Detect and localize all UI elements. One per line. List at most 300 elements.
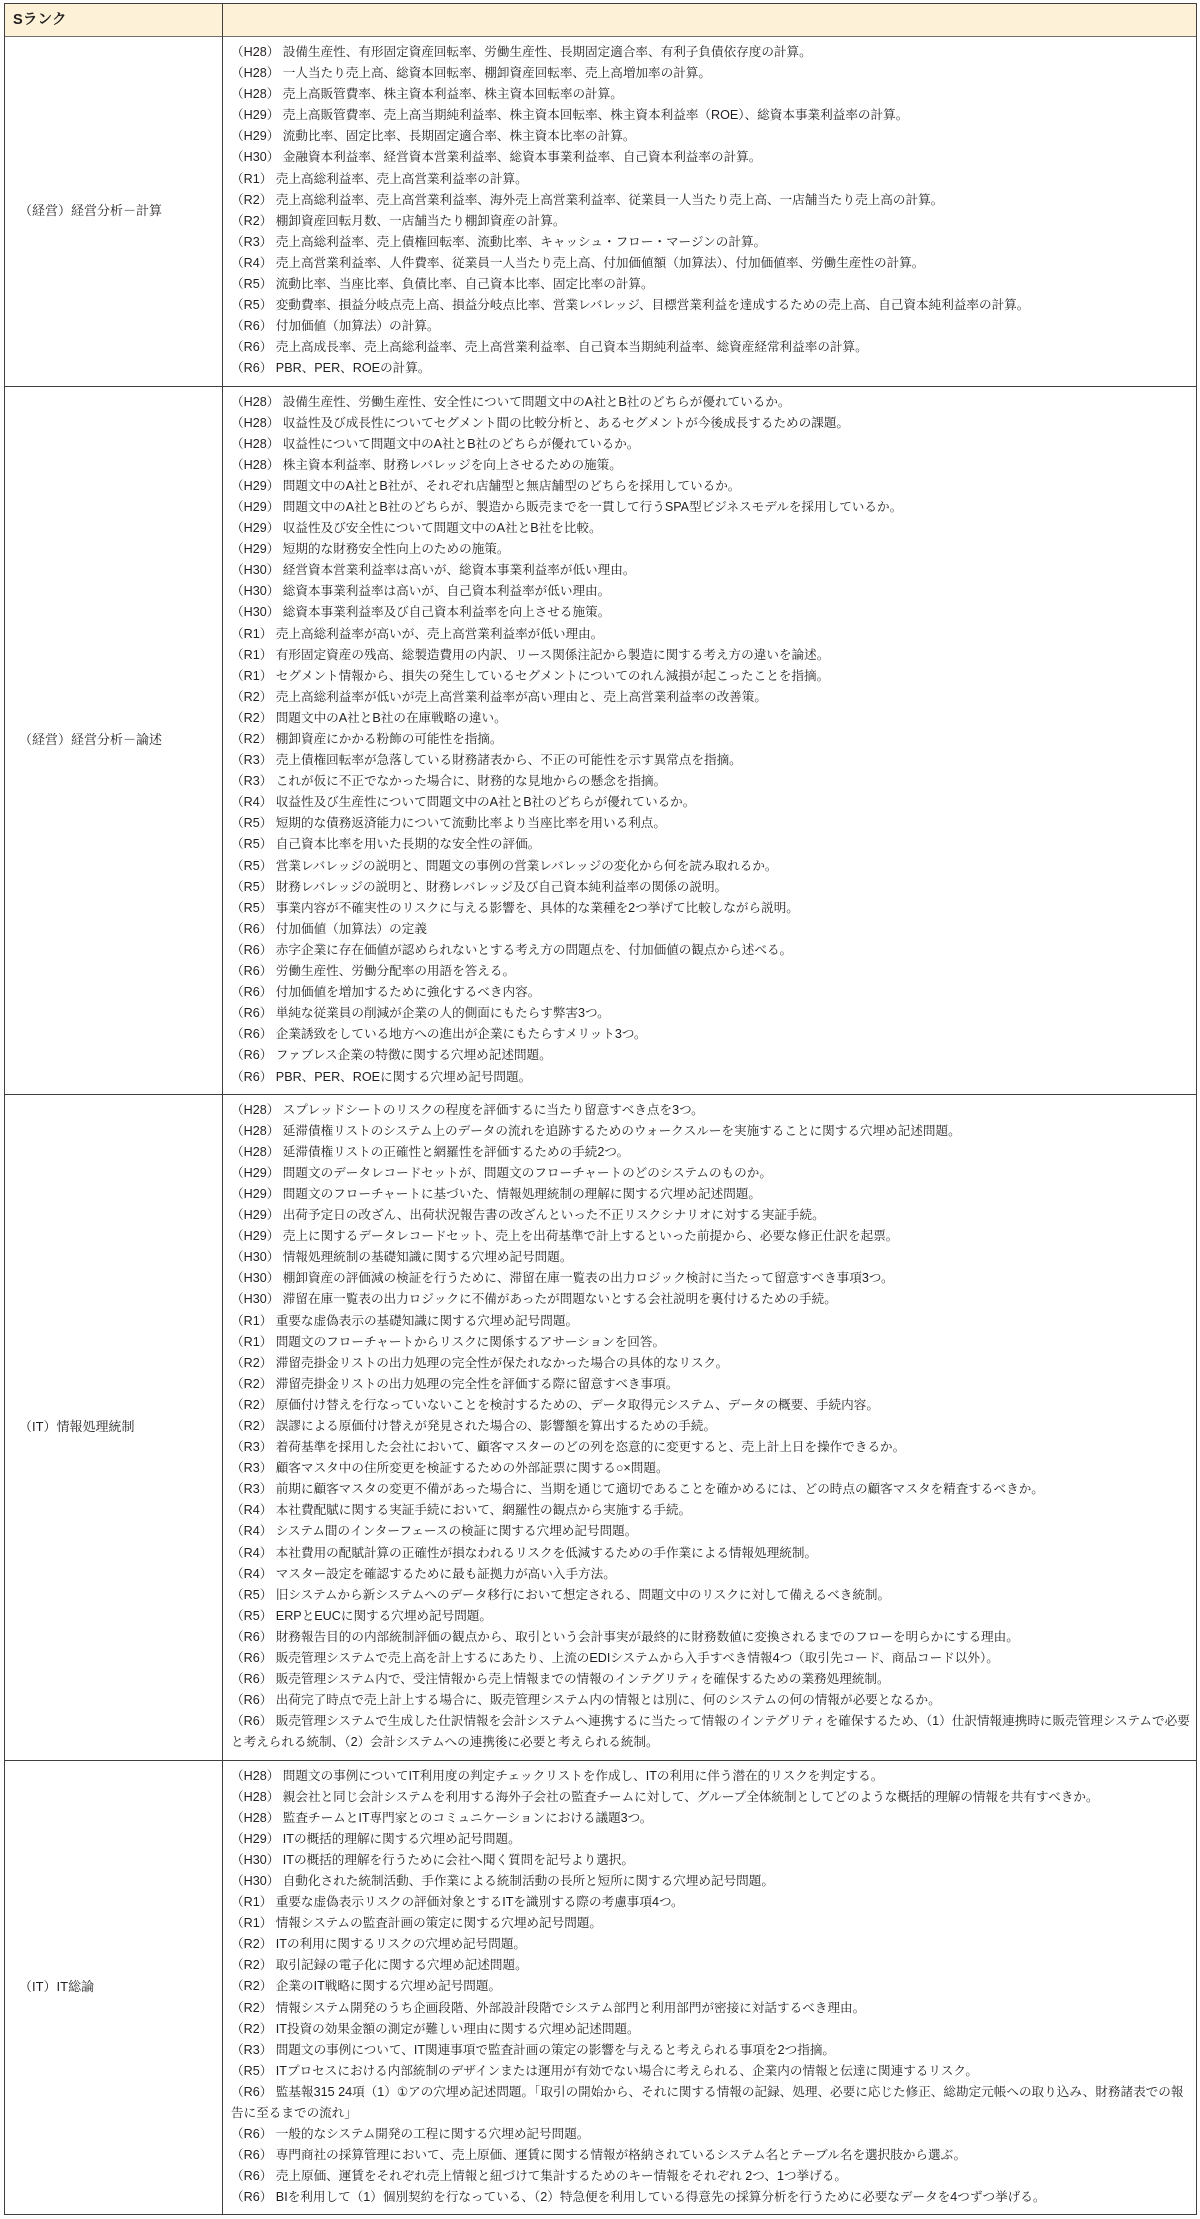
topic-text: 有形固定資産の残高、総製造費用の内訳、リース関係注記から製造に関する考え方の違いを論述。 bbox=[275, 647, 830, 662]
topic-item bbox=[231, 729, 1190, 750]
topic-text: 着荷基準を採用した会社において、顧客マスターのどの列を恣意的に変更すると、売上計上日を操作できるか。 bbox=[275, 1440, 906, 1455]
topic-year: （H29） bbox=[231, 542, 280, 557]
topic-year: （H30） bbox=[231, 1873, 280, 1888]
topic-text: 営業レバレッジの説明と、問題文の事例の営業レバレッジの変化から何を読み取れるか。 bbox=[275, 858, 778, 873]
rank-title-cell bbox=[5, 4, 223, 37]
topic-item bbox=[231, 358, 1190, 379]
topic-item bbox=[231, 1669, 1190, 1690]
topic-text: 収益性及び生産性について問題文中のA社とB社のどちらが優れているか。 bbox=[275, 795, 696, 810]
topic-item bbox=[231, 316, 1190, 337]
topic-text: 問題文のデータレコードセットが、問題文のフローチャートのどのシステムのものか。 bbox=[282, 1165, 772, 1180]
topic-year: （R6） bbox=[231, 361, 273, 376]
topic-text: 設備生産性、有形固定資産回転率、労働生産性、長期固定適合率、有利子負債依存度の計算。 bbox=[282, 45, 812, 59]
topic-text: ファブレス企業の特徴に関する穴埋め記述問題。 bbox=[275, 1048, 552, 1063]
topic-text: 情報システムの監査計画の策定に関する穴埋め記号問題。 bbox=[275, 1916, 602, 1931]
topic-item bbox=[231, 434, 1190, 455]
topic-year: （R4） bbox=[231, 1566, 273, 1581]
topic-item bbox=[231, 813, 1190, 834]
topic-year: （R3） bbox=[231, 1440, 273, 1455]
topic-item bbox=[231, 1353, 1190, 1374]
topic-text: 監査チームとIT専門家とのコミュニケーションにおける議題3つ。 bbox=[282, 1810, 653, 1825]
topic-item bbox=[231, 1564, 1190, 1585]
topic-item bbox=[231, 1247, 1190, 1268]
topic-year: （R1） bbox=[231, 171, 273, 186]
topic-text: 取引記録の電子化に関する穴埋め記述問題。 bbox=[275, 1958, 528, 1973]
topic-item bbox=[231, 1998, 1190, 2019]
topic-item bbox=[231, 1100, 1190, 1121]
topic-text: セグメント情報から、損失の発生しているセグメントについてのれん減損が起こったことを指摘。 bbox=[275, 668, 830, 683]
topic-text: スプレッドシートのリスクの程度を評価するに当たり留意すべき点を3つ。 bbox=[282, 1102, 704, 1117]
topic-year: （R3） bbox=[231, 1461, 273, 1476]
topic-list bbox=[231, 1100, 1190, 1754]
topic-year: （R1） bbox=[231, 1334, 273, 1349]
topic-item bbox=[231, 42, 1190, 63]
topic-year: （H28） bbox=[231, 1768, 280, 1783]
topic-year: （R6） bbox=[231, 2190, 273, 2205]
topic-item bbox=[231, 497, 1190, 518]
topic-year: （R2） bbox=[231, 1979, 273, 1994]
section-row bbox=[5, 1094, 1197, 1760]
section-label: （IT）情報処理統制 bbox=[19, 1418, 135, 1434]
topic-year: （R2） bbox=[231, 1958, 273, 1973]
section-label: （経営）経営分析－計算 bbox=[19, 202, 163, 218]
topic-year: （R4） bbox=[231, 1524, 273, 1539]
topic-year: （R2） bbox=[231, 1419, 273, 1433]
topic-item bbox=[231, 1521, 1190, 1542]
topic-year: （R6） bbox=[231, 1672, 273, 1687]
topic-text: 変動費率、損益分岐点売上高、損益分岐点比率、営業レバレッジ、目標営業利益を達成するための売上高、自己資本純利益率の計算。 bbox=[275, 298, 1030, 313]
topic-year: （H29） bbox=[231, 1208, 280, 1223]
topic-text: 売上高総利益率、売上高営業利益率、海外売上高営業利益率、従業員一人当たり売上高、一店舗当たり売上高の計算。 bbox=[275, 192, 944, 207]
section-label: （IT）IT総論 bbox=[19, 1979, 95, 1995]
topic-year: （H29） bbox=[231, 129, 280, 144]
topic-year: （H30） bbox=[231, 1271, 280, 1286]
topic-item bbox=[231, 1121, 1190, 1142]
topic-year: （R5） bbox=[231, 816, 273, 831]
topic-year: （R2） bbox=[231, 192, 273, 207]
topic-year: （R4） bbox=[231, 255, 273, 270]
topic-year: （R6） bbox=[231, 2169, 273, 2184]
topic-text: 誤謬による原価付け替えが発見された場合の、影響額を算出するための手続。 bbox=[275, 1419, 717, 1433]
topic-year: （R6） bbox=[231, 1006, 273, 1021]
topic-year: （R6） bbox=[231, 1651, 273, 1666]
topic-item bbox=[231, 84, 1190, 105]
topic-year: （R2） bbox=[231, 1937, 273, 1952]
topic-item bbox=[231, 169, 1190, 190]
topic-item bbox=[231, 1787, 1190, 1808]
topic-item bbox=[231, 1892, 1190, 1913]
topic-text: 顧客マスタ中の住所変更を検証するための外部証票に関する○×問題。 bbox=[275, 1461, 669, 1476]
topic-year: （R6） bbox=[231, 2148, 273, 2163]
topic-text: 流動比率、固定比率、長期固定適合率、株主資本比率の計算。 bbox=[282, 129, 636, 144]
topic-year: （H30） bbox=[231, 563, 280, 578]
topic-item bbox=[231, 539, 1190, 560]
section-items-cell bbox=[223, 37, 1197, 387]
topic-text: 付加価値（加算法）の定義 bbox=[275, 921, 427, 936]
topic-year: （H29） bbox=[231, 1229, 280, 1244]
topic-year: （H28） bbox=[231, 394, 280, 409]
topic-text: 売上高販管費率、売上高当期純利益率、株主資本回転率、株主資本利益率（ROE）、総資本事業利益率の計算。 bbox=[282, 108, 909, 123]
topic-item bbox=[231, 1311, 1190, 1332]
topic-year: （R5） bbox=[231, 1587, 273, 1602]
topic-text: 本社費用の配賦計算の正確性が損なわれるリスクを低減するための手作業による情報処理統制。 bbox=[275, 1545, 818, 1560]
topic-list bbox=[231, 1766, 1190, 2209]
topic-year: （R5） bbox=[231, 879, 273, 894]
topic-year: （R6） bbox=[231, 1027, 273, 1042]
topic-year: （R4） bbox=[231, 1503, 273, 1518]
topic-item bbox=[231, 1606, 1190, 1627]
topic-item bbox=[231, 1479, 1190, 1500]
topic-text: 事業内容が不確実性のリスクに与える影響を、具体的な業種を2つ挙げて比較しながら説明。 bbox=[275, 900, 799, 915]
topic-year: （R6） bbox=[231, 1048, 273, 1063]
topic-year: （H30） bbox=[231, 150, 280, 165]
table-body bbox=[5, 4, 1197, 2215]
topic-text: 滞留売掛金リストの出力処理の完全性が保たれなかった場合の具体的なリスク。 bbox=[275, 1355, 729, 1370]
section-label-cell bbox=[5, 386, 223, 1094]
topic-year: （R2） bbox=[231, 732, 273, 746]
topic-text: 滞留在庫一覧表の出力ロジックに不備があったが問題ないとする会社説明を裏付けるための手続。 bbox=[282, 1292, 837, 1307]
topic-text: 短期的な債務返済能力について流動比率より当座比率を用いる利点。 bbox=[275, 816, 666, 831]
topic-text: 一般的なシステム開発の工程に関する穴埋め記号問題。 bbox=[275, 2127, 590, 2142]
topic-item bbox=[231, 274, 1190, 295]
topic-item bbox=[231, 792, 1190, 813]
topic-text: 売上高販管費率、株主資本利益率、株主資本回転率の計算。 bbox=[282, 87, 623, 102]
topic-text: 棚卸資産回転月数、一店舗当たり棚卸資産の計算。 bbox=[275, 213, 566, 228]
topic-text: 親会社と同じ会計システムを利用する海外子会社の監査チームに対して、グループ全体統制としてどのような概括的理解の情報を共有すべきか。 bbox=[282, 1789, 1099, 1804]
topic-item bbox=[231, 982, 1190, 1003]
topic-year: （H29） bbox=[231, 1831, 280, 1846]
topic-year: （R3） bbox=[231, 1482, 273, 1497]
topic-year: （H28） bbox=[231, 457, 280, 472]
topic-year: （H28） bbox=[231, 1144, 280, 1159]
topic-text: 本社費配賦に関する実証手続において、網羅性の観点から実施する手続。 bbox=[275, 1503, 692, 1518]
topic-text: 設備生産性、労働生産性、安全性について問題文中のA社とB社のどちらが優れているか。 bbox=[282, 394, 791, 409]
topic-year: （H29） bbox=[231, 499, 280, 514]
topic-year: （H28） bbox=[231, 436, 280, 451]
topic-item bbox=[231, 1808, 1190, 1829]
topic-text: 情報処理統制の基礎知識に関する穴埋め記号問題。 bbox=[282, 1250, 573, 1265]
topic-item bbox=[231, 2145, 1190, 2166]
topic-text: 販売管理システムで生成した仕訳情報を会計システムへ連携するに当たって情報のインテグリティを確保するため、（1）仕訳情報連携時に販売管理システムで必要と考えられる統制、（2）会計システムへの連携後に必要と考えられる統制。 bbox=[231, 1714, 1190, 1750]
topic-item bbox=[231, 413, 1190, 434]
topic-text: 棚卸資産にかかる粉飾の可能性を指摘。 bbox=[275, 732, 503, 746]
topic-text: 問題文のフローチャートに基づいた、情報処理統制の理解に関する穴埋め記述問題。 bbox=[282, 1186, 761, 1201]
topic-text: 付加価値を増加するために強化するべき内容。 bbox=[275, 985, 541, 1000]
topic-year: （H29） bbox=[231, 478, 280, 493]
topic-year: （R4） bbox=[231, 795, 273, 810]
exam-topic-table bbox=[4, 3, 1197, 2215]
topic-year: （R6） bbox=[231, 1693, 273, 1708]
topic-year: （R6） bbox=[231, 985, 273, 1000]
topic-item bbox=[231, 856, 1190, 877]
topic-item bbox=[231, 1268, 1190, 1289]
topic-text: 売上高総利益率が高いが、売上高営業利益率が低い理由。 bbox=[275, 626, 604, 641]
topic-year: （R2） bbox=[231, 710, 273, 725]
topic-year: （H28） bbox=[231, 66, 280, 81]
topic-year: （R5） bbox=[231, 837, 273, 852]
topic-text: システム間のインターフェースの検証に関する穴埋め記号問題。 bbox=[275, 1524, 638, 1539]
topic-year: （R1） bbox=[231, 647, 273, 662]
topic-item bbox=[231, 898, 1190, 919]
section-label: （経営）経営分析－論述 bbox=[19, 731, 163, 747]
topic-text: 収益性及び安全性について問題文中のA社とB社を比較。 bbox=[282, 521, 602, 536]
topic-year: （R2） bbox=[231, 213, 273, 228]
topic-item bbox=[231, 1458, 1190, 1479]
topic-year: （R3） bbox=[231, 2042, 273, 2057]
topic-text: 売上高総利益率、売上債権回転率、流動比率、キャッシュ・フロー・マージンの計算。 bbox=[275, 234, 767, 249]
topic-text: 売上高成長率、売上高総利益率、売上高営業利益率、自己資本当期純利益率、総資産経常利益率の計算。 bbox=[275, 340, 868, 355]
topic-year: （H30） bbox=[231, 584, 280, 599]
topic-text: 自己資本比率を用いた長期的な安全性の評価。 bbox=[275, 837, 541, 852]
topic-item bbox=[231, 1829, 1190, 1850]
section-items-cell bbox=[223, 386, 1197, 1094]
topic-year: （H28） bbox=[231, 1810, 280, 1825]
topic-year: （R3） bbox=[231, 753, 273, 768]
topic-item bbox=[231, 1913, 1190, 1934]
topic-year: （R6） bbox=[231, 921, 273, 936]
topic-text: 販売管理システムで売上高を計上するにあたり、上流のEDIシステムから入手すべき情報4つ（取引先コード、商品コード以外）。 bbox=[275, 1651, 999, 1666]
topic-text: 企業誘致をしている地方への進出が企業にもたらすメリット3つ。 bbox=[275, 1027, 647, 1042]
topic-text: これが仮に不正でなかった場合に、財務的な見地からの懸念を指摘。 bbox=[275, 774, 667, 789]
topic-item bbox=[231, 392, 1190, 413]
topic-item bbox=[231, 1648, 1190, 1669]
topic-item bbox=[231, 2040, 1190, 2061]
topic-year: （H30） bbox=[231, 1250, 280, 1265]
topic-text: 滞留売掛金リストの出力処理の完全性を評価する際に留意すべき事項。 bbox=[275, 1376, 679, 1391]
topic-text: 延滞債権リストのシステム上のデータの流れを追跡するためのウォークスルーを実施することに関する穴埋め記述問題。 bbox=[282, 1123, 961, 1138]
section-row bbox=[5, 37, 1197, 387]
topic-item bbox=[231, 1850, 1190, 1871]
topic-item bbox=[231, 750, 1190, 771]
topic-year: （R6） bbox=[231, 340, 273, 355]
topic-text: 問題文のフローチャートからリスクに関係するアサーションを回答。 bbox=[275, 1334, 666, 1349]
topic-text: 労働生産性、労働分配率の用語を答える。 bbox=[275, 964, 516, 979]
section-row bbox=[5, 386, 1197, 1094]
topic-list bbox=[231, 42, 1190, 380]
topic-year: （H29） bbox=[231, 521, 280, 536]
topic-year: （H29） bbox=[231, 108, 280, 123]
section-items-cell bbox=[223, 1760, 1197, 2215]
topic-item bbox=[231, 1024, 1190, 1045]
topic-year: （R6） bbox=[231, 1714, 273, 1729]
topic-text: 重要な虚偽表示リスクの評価対象とするITを識別する際の考慮事項4つ。 bbox=[275, 1895, 684, 1910]
section-label-cell bbox=[5, 1094, 223, 1760]
topic-year: （H28） bbox=[231, 87, 280, 102]
topic-item bbox=[231, 961, 1190, 982]
topic-text: 重要な虚偽表示の基礎知識に関する穴埋め記号問題。 bbox=[275, 1313, 579, 1328]
rank-blank-cell bbox=[223, 4, 1197, 37]
topic-text: 流動比率、当座比率、負債比率、自己資本比率、固定比率の計算。 bbox=[275, 277, 654, 292]
topic-item bbox=[231, 1711, 1190, 1753]
topic-item bbox=[231, 1627, 1190, 1648]
topic-text: 情報システム開発のうち企画段階、外部設計段階でシステム部門と利用部門が密接に対話するべき理由。 bbox=[275, 2000, 866, 2015]
topic-year: （R5） bbox=[231, 858, 273, 873]
topic-year: （R3） bbox=[231, 774, 273, 789]
topic-year: （R2） bbox=[231, 1355, 273, 1370]
topic-item bbox=[231, 624, 1190, 645]
topic-text: 問題文中のA社とB社の在庫戦略の違い。 bbox=[275, 710, 507, 725]
topic-year: （R1） bbox=[231, 668, 273, 683]
topic-text: 棚卸資産の評価減の検証を行うために、滞留在庫一覧表の出力ロジック検討に当たって留意すべき事項3つ。 bbox=[282, 1271, 894, 1286]
topic-year: （R2） bbox=[231, 1397, 273, 1412]
topic-year: （H30） bbox=[231, 605, 280, 620]
topic-item bbox=[231, 1332, 1190, 1353]
topic-item bbox=[231, 1955, 1190, 1976]
topic-year: （R5） bbox=[231, 2063, 273, 2078]
topic-item bbox=[231, 666, 1190, 687]
topic-text: 旧システムから新システムへのデータ移行において想定される、問題文中のリスクに対して備えるべき統制。 bbox=[275, 1587, 891, 1602]
topic-year: （H28） bbox=[231, 415, 280, 430]
topic-text: ERPとEUCに関する穴埋め記号問題。 bbox=[275, 1608, 492, 1623]
topic-year: （R6） bbox=[231, 2127, 273, 2142]
topic-text: ITプロセスにおける内部統制のデザインまたは運用が有効でない場合に考えられる、企業内の情報と伝達に関連するリスク。 bbox=[275, 2063, 979, 2078]
topic-text: 問題文中のA社とB社のどちらが、製造から販売までを一貫して行うSPA型ビジネスモデルを採用しているか。 bbox=[282, 499, 903, 514]
topic-text: 問題文の事例についてIT利用度の判定チェックリストを作成し、ITの利用に伴う潜在的リスクを判定する。 bbox=[282, 1768, 884, 1783]
topic-text: 財務報告目的の内部統制評価の観点から、取引という会計事実が最終的に財務数値に変換されるまでのフローを明らかにする理由。 bbox=[275, 1629, 1019, 1644]
topic-text: マスター設定を確認するために最も証拠力が高い入手方法。 bbox=[275, 1566, 616, 1581]
topic-text: 延滞債権リストの正確性と網羅性を評価するための手続2つ。 bbox=[282, 1144, 630, 1159]
topic-year: （R6） bbox=[231, 942, 273, 957]
topic-year: （R5） bbox=[231, 1608, 273, 1623]
topic-item bbox=[231, 1871, 1190, 1892]
topic-text: 前期に顧客マスタの変更不備があった場合に、当期を通じて適切であることを確かめるには、どの時点の顧客マスタを精査するべきか。 bbox=[275, 1482, 1044, 1497]
topic-year: （H28） bbox=[231, 1102, 280, 1117]
topic-item bbox=[231, 2166, 1190, 2187]
section-label-cell bbox=[5, 37, 223, 387]
topic-year: （R5） bbox=[231, 900, 273, 915]
topic-text: ITの利用に関するリスクの穴埋め記号問題。 bbox=[275, 1937, 527, 1952]
topic-item bbox=[231, 337, 1190, 358]
topic-year: （R2） bbox=[231, 1376, 273, 1391]
topic-item bbox=[231, 645, 1190, 666]
topic-item bbox=[231, 602, 1190, 623]
topic-item bbox=[231, 2082, 1190, 2124]
topic-year: （R6） bbox=[231, 1069, 273, 1084]
topic-item bbox=[231, 771, 1190, 792]
topic-text: IT投資の効果金額の測定が難しい理由に関する穴埋め記述問題。 bbox=[275, 2021, 640, 2036]
topic-text: ITの概括的理解を行うために会社へ聞く質問を記号より選択。 bbox=[282, 1852, 635, 1867]
topic-text: 自動化された統制活動、手作業による統制活動の長所と短所に関する穴埋め記号問題。 bbox=[282, 1873, 774, 1888]
topic-item bbox=[231, 877, 1190, 898]
section-items-cell bbox=[223, 1094, 1197, 1760]
topic-item bbox=[231, 1543, 1190, 1564]
topic-year: （H29） bbox=[231, 1165, 280, 1180]
topic-item bbox=[231, 581, 1190, 602]
topic-text: 問題文中のA社とB社が、それぞれ店舗型と無店舗型のどちらを採用しているか。 bbox=[282, 478, 741, 493]
topic-item bbox=[231, 1374, 1190, 1395]
topic-item bbox=[231, 1437, 1190, 1458]
topic-text: 売上高総利益率、売上高営業利益率の計算。 bbox=[275, 171, 528, 186]
topic-year: （R1） bbox=[231, 1313, 273, 1328]
topic-year: （H28） bbox=[231, 1123, 280, 1138]
topic-item bbox=[231, 1067, 1190, 1088]
topic-year: （H30） bbox=[231, 1852, 280, 1867]
section-label-cell bbox=[5, 1760, 223, 2215]
topic-text: 専門商社の採算管理において、売上原価、運賃に関する情報が格納されているシステム名とテーブル名を選択肢から選ぶ。 bbox=[275, 2148, 967, 2163]
topic-item bbox=[231, 1205, 1190, 1226]
topic-item bbox=[231, 1416, 1190, 1437]
topic-text: ITの概括的理解に関する穴埋め記号問題。 bbox=[282, 1831, 521, 1846]
topic-year: （H29） bbox=[231, 1186, 280, 1201]
topic-text: 総資本事業利益率及び自己資本利益率を向上させる施策。 bbox=[282, 605, 611, 620]
topic-text: 財務レバレッジの説明と、財務レバレッジ及び自己資本純利益率の関係の説明。 bbox=[275, 879, 728, 894]
topic-item bbox=[231, 63, 1190, 84]
section-row bbox=[5, 1760, 1197, 2215]
topic-item bbox=[231, 1142, 1190, 1163]
topic-year: （R1） bbox=[231, 1895, 273, 1910]
topic-item bbox=[231, 147, 1190, 168]
topic-item bbox=[231, 708, 1190, 729]
topic-text: BIを利用して（1）個別契約を行なっている、（2）特急便を利用している得意先の採算分析を行うために必要なデータを4つずつ挙げる。 bbox=[275, 2190, 1046, 2205]
topic-text: 短期的な財務安全性向上のための施策。 bbox=[282, 542, 510, 557]
topic-item bbox=[231, 2187, 1190, 2208]
topic-text: 金融資本利益率、経営資本営業利益率、総資本事業利益率、自己資本利益率の計算。 bbox=[282, 150, 762, 165]
topic-text: 売上高営業利益率、人件費率、従業員一人当たり売上高、付加価値額（加算法）、付加価値率、労働生産性の計算。 bbox=[275, 255, 925, 270]
topic-text: 収益性について問題文中のA社とB社のどちらが優れているか。 bbox=[282, 436, 640, 451]
topic-year: （R3） bbox=[231, 234, 273, 249]
topic-text: 売上債権回転率が急落している財務諸表から、不正の可能性を示す異常点を指摘。 bbox=[275, 753, 742, 768]
rank-header-row bbox=[5, 4, 1197, 37]
topic-text: 出荷完了時点で売上計上する場合に、販売管理システム内の情報とは別に、何のシステムの何の情報が必要となるか。 bbox=[275, 1693, 941, 1708]
topic-year: （R6） bbox=[231, 964, 273, 979]
topic-item bbox=[231, 1184, 1190, 1205]
topic-year: （R1） bbox=[231, 626, 273, 641]
topic-item bbox=[231, 1226, 1190, 1247]
topic-item bbox=[231, 834, 1190, 855]
topic-text: 監基報315 24項（1）①アの穴埋め記述問題。「取引の開始から、それに関する情報の記録、処理、必要に応じた修正、総勘定元帳への取り込み、財務諸表での報告に至るまでの流れ」 bbox=[231, 2084, 1184, 2120]
topic-item bbox=[231, 1163, 1190, 1184]
topic-item bbox=[231, 190, 1190, 211]
topic-item bbox=[231, 518, 1190, 539]
topic-item bbox=[231, 1045, 1190, 1066]
topic-text: 赤字企業に存在価値が認められないとする考え方の問題点を、付加価値の観点から述べる。 bbox=[275, 942, 793, 957]
topic-item bbox=[231, 211, 1190, 232]
topic-item bbox=[231, 940, 1190, 961]
topic-list bbox=[231, 392, 1190, 1088]
topic-year: （R4） bbox=[231, 1545, 273, 1560]
topic-item bbox=[231, 1003, 1190, 1024]
topic-text: PBR、PER、ROEに関する穴埋め記号問題。 bbox=[275, 1069, 532, 1084]
topic-text: 原価付け替えを行なっていないことを検討するための、データ取得元システム、データの概要、手続内容。 bbox=[275, 1397, 879, 1412]
topic-year: （R6） bbox=[231, 1629, 273, 1644]
topic-text: 一人当たり売上高、総資本回転率、棚卸資産回転率、売上高増加率の計算。 bbox=[282, 66, 711, 81]
topic-year: （H28） bbox=[231, 1789, 280, 1804]
topic-text: 収益性及び成長性についてセグメント間の比較分析と、あるセグメントが今後成長するための課題。 bbox=[282, 415, 850, 430]
topic-item bbox=[231, 2019, 1190, 2040]
topic-year: （R6） bbox=[231, 2084, 273, 2099]
topic-text: 売上高総利益率が低いが売上高営業利益率が高い理由と、売上高営業利益率の改善策。 bbox=[275, 689, 767, 704]
topic-text: 販売管理システム内で、受注情報から売上情報までの情報のインテグリティを確保するための業務処理統制。 bbox=[275, 1672, 890, 1687]
topic-item bbox=[231, 295, 1190, 316]
topic-item bbox=[231, 253, 1190, 274]
topic-text: 総資本事業利益率は高いが、自己資本利益率が低い理由。 bbox=[282, 584, 611, 599]
topic-item bbox=[231, 476, 1190, 497]
topic-year: （R5） bbox=[231, 298, 273, 313]
topic-year: （R6） bbox=[231, 319, 273, 334]
topic-item bbox=[231, 1395, 1190, 1416]
topic-item bbox=[231, 560, 1190, 581]
topic-item bbox=[231, 2124, 1190, 2145]
topic-item bbox=[231, 1976, 1190, 1997]
topic-text: 経営資本営業利益率は高いが、総資本事業利益率が低い理由。 bbox=[282, 563, 636, 578]
topic-year: （R1） bbox=[231, 1916, 273, 1931]
topic-item bbox=[231, 1289, 1190, 1310]
topic-item bbox=[231, 919, 1190, 940]
topic-text: 単純な従業員の削減が企業の人的側面にもたらす弊害3つ。 bbox=[275, 1006, 610, 1021]
rank-title: Sランク bbox=[13, 11, 67, 28]
topic-item bbox=[231, 126, 1190, 147]
topic-item bbox=[231, 232, 1190, 253]
